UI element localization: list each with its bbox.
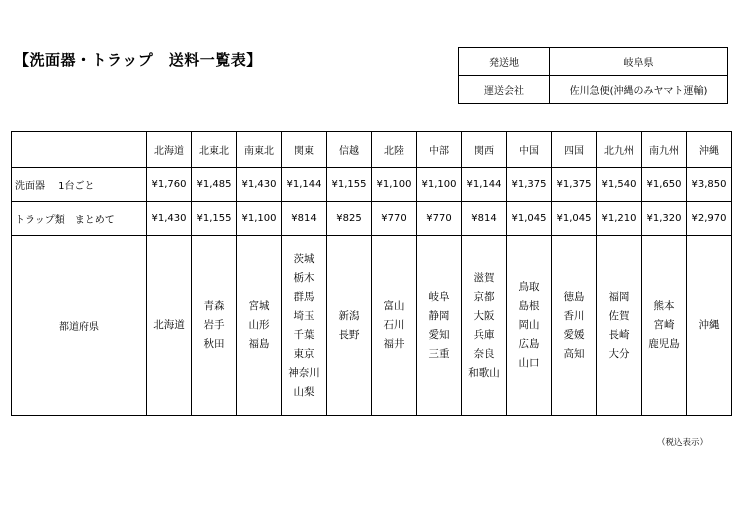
prefecture-name: 福井: [383, 338, 405, 350]
prefecture-name: 和歌山: [468, 366, 500, 379]
prefecture-name: 福岡: [608, 290, 630, 303]
price-cell: ¥1,210: [597, 202, 642, 236]
prefecture-cell: [192, 236, 237, 416]
prefecture-label: 都道府県: [12, 236, 147, 416]
prefecture-name: 兵庫: [473, 328, 495, 341]
region-header-cell: 北陸: [372, 132, 417, 168]
prefecture-name: 秋田: [203, 338, 225, 350]
prefecture-cell: [507, 236, 552, 416]
prefecture-name: 千葉: [293, 328, 315, 341]
prefecture-name: 静岡: [428, 309, 450, 322]
price-cell: ¥1,045: [507, 202, 552, 236]
price-cell: ¥825: [327, 202, 372, 236]
prefecture-cell: [417, 236, 462, 416]
prefecture-name: 愛媛: [563, 328, 585, 341]
prefecture-name: 東京: [293, 347, 315, 360]
prefecture-cell: [462, 236, 507, 416]
price-cell: ¥1,375: [552, 168, 597, 202]
region-header-cell: 関東: [282, 132, 327, 168]
prefecture-name: 沖縄: [698, 319, 720, 331]
price-cell: ¥1,144: [462, 168, 507, 202]
prefecture-name: 滋賀: [473, 271, 495, 284]
region-header-cell: 信越: [327, 132, 372, 168]
prefecture-cell: [327, 236, 372, 416]
carrier-value: 佐川急便(沖縄のみヤマト運輸): [550, 76, 728, 104]
prefecture-name: 山形: [248, 319, 270, 331]
prefecture-name: 鹿児島: [648, 338, 680, 350]
origin-label: 発送地: [459, 48, 550, 76]
region-header-cell: 沖縄: [687, 132, 732, 168]
price-cell: ¥1,144: [282, 168, 327, 202]
prefecture-name: 岩手: [203, 319, 225, 331]
prefecture-name: 熊本: [653, 300, 675, 312]
price-cell: ¥3,850: [687, 168, 732, 202]
prefecture-name: 長崎: [608, 328, 630, 341]
prefecture-name: 大分: [608, 347, 630, 360]
price-cell: ¥1,155: [192, 202, 237, 236]
prefecture-name: 栃木: [293, 271, 315, 284]
price-cell: ¥2,970: [687, 202, 732, 236]
price-cell: ¥1,100: [372, 168, 417, 202]
region-header-cell: 中国: [507, 132, 552, 168]
page-title: 【洗面器・トラップ 送料一覧表】: [14, 51, 262, 69]
region-header-cell: 南九州: [642, 132, 687, 168]
prefecture-name: 青森: [203, 300, 225, 312]
prefecture-name: 宮城: [248, 300, 270, 312]
prefecture-name: 三重: [428, 347, 450, 360]
prefecture-cell: [282, 236, 327, 416]
prefecture-cell: [147, 236, 192, 416]
prefecture-row: [12, 236, 732, 416]
region-header-cell: 北海道: [147, 132, 192, 168]
region-header-cell: 中部: [417, 132, 462, 168]
prefecture-name: 広島: [518, 338, 540, 350]
price-cell: ¥770: [372, 202, 417, 236]
price-cell: ¥1,485: [192, 168, 237, 202]
carrier-label: 運送会社: [459, 76, 550, 104]
price-cell: ¥1,320: [642, 202, 687, 236]
prefecture-name: 富山: [383, 300, 405, 312]
region-header-row: [12, 132, 732, 168]
shipping-rate-table: [11, 131, 732, 416]
prefecture-name: 香川: [563, 309, 585, 322]
prefecture-name: 鳥取: [518, 281, 540, 293]
prefecture-name: 石川: [383, 319, 405, 331]
shipping-info-table: [458, 47, 728, 104]
prefecture-name: 島根: [518, 300, 540, 312]
trap-price-row: [12, 202, 732, 236]
region-header-cell: 南東北: [237, 132, 282, 168]
prefecture-name: 山梨: [293, 385, 315, 398]
price-cell: ¥1,155: [327, 168, 372, 202]
price-cell: ¥770: [417, 202, 462, 236]
price-cell: ¥1,540: [597, 168, 642, 202]
prefecture-name: 徳島: [563, 290, 585, 303]
price-cell: ¥814: [462, 202, 507, 236]
region-header-cell: 四国: [552, 132, 597, 168]
origin-value: 岐阜県: [550, 48, 728, 76]
region-header-cell: 関西: [462, 132, 507, 168]
region-header-cell: 北九州: [597, 132, 642, 168]
price-cell: ¥1,100: [417, 168, 462, 202]
prefecture-name: 埼玉: [293, 309, 315, 322]
prefecture-name: 京都: [473, 290, 495, 303]
basin-price-row: [12, 168, 732, 202]
row-label: 洗面器 1台ごと: [12, 168, 147, 202]
prefecture-name: 岡山: [518, 319, 540, 331]
price-cell: ¥1,430: [237, 168, 282, 202]
prefecture-cell: [642, 236, 687, 416]
prefecture-cell: [687, 236, 732, 416]
prefecture-name: 群馬: [293, 290, 315, 303]
prefecture-name: 大阪: [473, 309, 495, 322]
price-cell: ¥1,100: [237, 202, 282, 236]
prefecture-name: 長野: [338, 328, 360, 341]
header-corner-cell: [12, 132, 147, 168]
prefecture-name: 茨城: [293, 252, 315, 265]
prefecture-cell: [552, 236, 597, 416]
region-header-cell: 北東北: [192, 132, 237, 168]
price-cell: ¥1,045: [552, 202, 597, 236]
price-cell: ¥1,650: [642, 168, 687, 202]
prefecture-name: 高知: [563, 347, 585, 360]
price-cell: ¥814: [282, 202, 327, 236]
prefecture-name: 愛知: [428, 328, 450, 341]
price-cell: ¥1,760: [147, 168, 192, 202]
tax-note: （税込表示）: [656, 438, 708, 448]
prefecture-name: 宮崎: [653, 319, 675, 331]
prefecture-name: 新潟: [338, 309, 360, 322]
prefecture-cell: [372, 236, 417, 416]
prefecture-cell: [597, 236, 642, 416]
prefecture-name: 北海道: [153, 319, 185, 331]
price-cell: ¥1,430: [147, 202, 192, 236]
prefecture-name: 奈良: [473, 347, 495, 360]
prefecture-name: 神奈川: [288, 366, 320, 379]
prefecture-cell: [237, 236, 282, 416]
prefecture-name: 福島: [248, 338, 270, 350]
prefecture-name: 山口: [518, 357, 540, 369]
prefecture-name: 岐阜: [428, 290, 450, 303]
price-cell: ¥1,375: [507, 168, 552, 202]
row-label: トラップ類 まとめて: [12, 202, 147, 236]
prefecture-name: 佐賀: [608, 309, 630, 322]
